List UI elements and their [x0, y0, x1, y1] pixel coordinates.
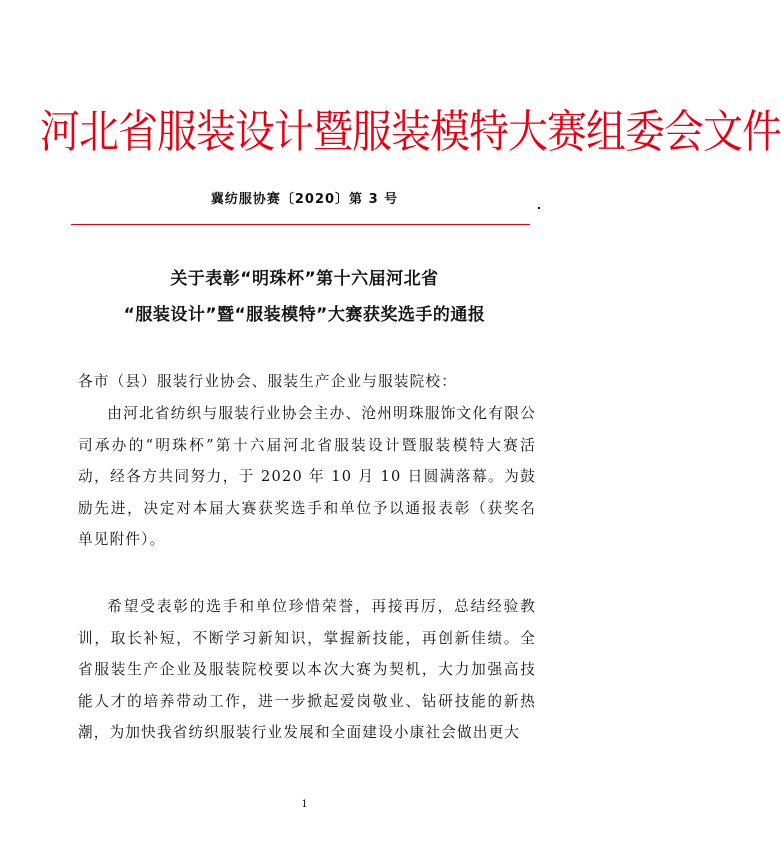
notice-title-line-1: 关于表彰“明珠杯”第十六届河北省 — [170, 269, 439, 289]
red-header-title: 河北省服装设计暨服装模特大赛组委会文件 — [40, 106, 781, 158]
stray-dot — [538, 207, 540, 209]
red-separator-line — [71, 224, 530, 225]
page-number: 1 — [301, 799, 308, 810]
document-number: 冀纺服协赛〔2020〕第 3 号 — [210, 192, 399, 207]
body-paragraph-2: 希望受表彰的选手和单位珍惜荣誉，再接再厉，总结经验教训，取长补短，不断学习新知识，掌握新技能，再创新佳绩。全省服装生产企业及服装院校要以本次大赛为契机，大力加强高技能人才的培养带动工作，进一步掀起爱岗敬业、钻研技能的新热潮，为加快我省纺织服装行业发展和全面建设小康社会做出更大 — [78, 598, 536, 742]
body-paragraph-1: 由河北省纺织与服装行业协会主办、沧州明珠服饰文化有限公司承办的“明珠杯”第十六届河北省服装设计暨服装模特大赛活动，经各方共同努力，于 2020 年 10 月 10 日圆满落幕。为鼓励先进，决定对本届大赛获奖选手和单位予以通报表彰（获奖名单见附件）。 — [78, 405, 536, 549]
notice-title-line-2: “服装设计”暨“服装模特”大赛获奖选手的通报 — [123, 305, 486, 325]
salutation: 各市（县）服装行业协会、服装生产企业与服装院校： — [78, 373, 458, 390]
